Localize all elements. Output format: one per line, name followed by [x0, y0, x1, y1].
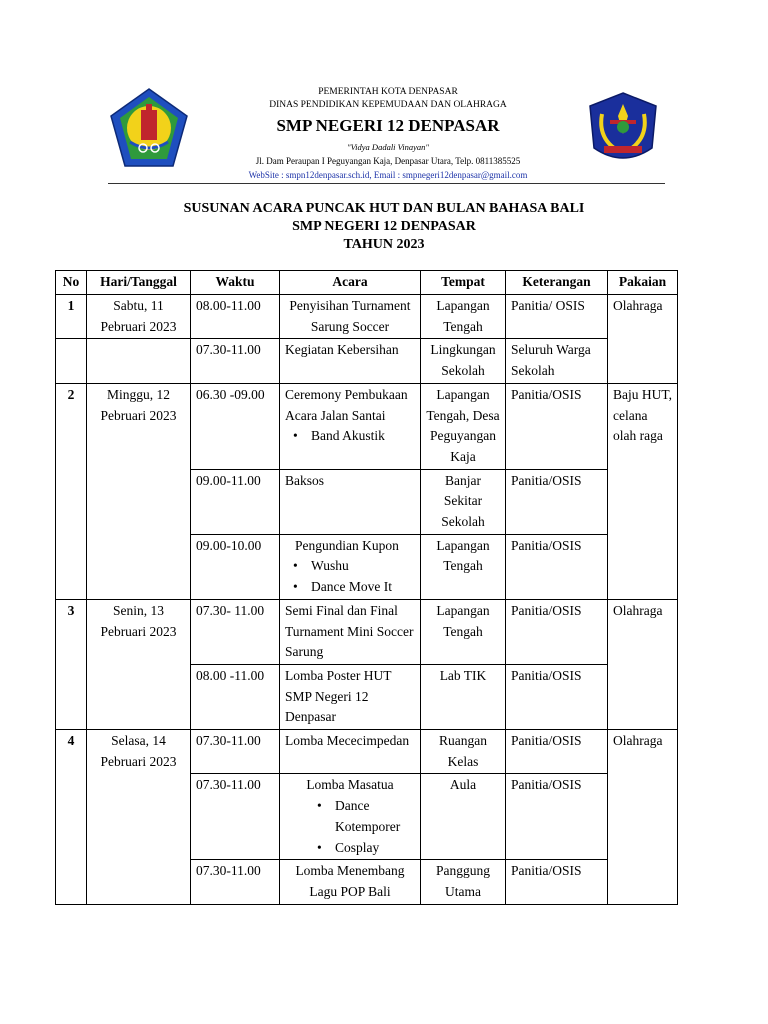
header-time: Waktu [191, 271, 280, 295]
school-address: Jl. Dam Peraupan I Peguyangan Kaja, Denpasar Utara, Telp. 0811385525 [255, 156, 521, 166]
event-time: 07.30-11.00 [191, 860, 280, 904]
header-note: Keterangan [506, 271, 608, 295]
event-place: Aula [421, 774, 506, 860]
event-note: Seluruh Warga Sekolah [506, 339, 608, 383]
event-name: Penyisihan Turnament Sarung Soccer [280, 295, 421, 339]
day-date: Senin, 13 Pebruari 2023 [87, 599, 191, 729]
department-name: DINAS PENDIDIKAN KEPEMUDAAN DAN OLAHRAGA [269, 100, 507, 110]
event-place: Banjar Sekitar Sekolah [421, 469, 506, 534]
day-attire: Olahraga [608, 599, 678, 729]
event-place: Lingkungan Sekolah [421, 339, 506, 383]
day-attire: Olahraga [608, 295, 678, 384]
event-items [285, 796, 415, 858]
event-time: 08.00 -11.00 [191, 664, 280, 729]
event-note: Panitia/OSIS [506, 534, 608, 599]
document-title [54, 200, 714, 254]
event-items [285, 556, 415, 597]
event-item: • Band Akustik [311, 426, 415, 447]
day-attire: Olahraga [608, 730, 678, 905]
header-attire: Pakaian [608, 271, 678, 295]
day-number: 2 [56, 383, 87, 599]
event-place: Lapangan Tengah [421, 295, 506, 339]
event-cell [280, 774, 421, 860]
header-day-date: Hari/Tanggal [87, 271, 191, 295]
school-logo [584, 90, 662, 168]
day-date: Minggu, 12 Pebruari 2023 [87, 383, 191, 599]
event-name: Ceremony Pembukaan Acara Jalan Santai [285, 386, 408, 423]
event-note: Panitia/OSIS [506, 774, 608, 860]
day-date: Selasa, 14 Pebruari 2023 [87, 730, 191, 905]
letterhead [100, 80, 670, 188]
event-place: Ruangan Kelas [421, 730, 506, 774]
day-attire: Baju HUT, celana olah raga [608, 383, 678, 599]
day-number-empty [56, 339, 87, 383]
header-place: Tempat [421, 271, 506, 295]
school-website-email: WebSite : smpn12denpasar.sch.id, Email : smpnegeri12denpasar@gmail.com [248, 170, 528, 180]
event-note: Panitia/OSIS [506, 664, 608, 729]
table-row [56, 383, 678, 469]
event-place: Lab TIK [421, 664, 506, 729]
event-time: 09.00-10.00 [191, 534, 280, 599]
event-note: Panitia/OSIS [506, 383, 608, 469]
event-note: Panitia/ OSIS [506, 295, 608, 339]
day-date-empty [87, 339, 191, 383]
event-name: Lomba Menembang Lagu POP Bali [280, 860, 421, 904]
day-date: Sabtu, 11 Pebruari 2023 [87, 295, 191, 339]
letterhead-text [200, 85, 576, 182]
day-number: 3 [56, 599, 87, 729]
title-line-1: SUSUNAN ACARA PUNCAK HUT DAN BULAN BAHASA BALI [183, 201, 585, 216]
event-time: 07.30- 11.00 [191, 599, 280, 664]
title-line-2: SMP NEGERI 12 DENPASAR [292, 219, 476, 234]
table-row [56, 599, 678, 664]
event-note: Panitia/OSIS [506, 469, 608, 534]
letterhead-divider [108, 183, 665, 184]
event-name: Semi Final dan Final Turnament Mini Soccer Sarung [280, 599, 421, 664]
event-place: Lapangan Tengah [421, 599, 506, 664]
event-place: Lapangan Tengah [421, 534, 506, 599]
school-name: SMP NEGERI 12 DENPASAR [276, 116, 500, 135]
event-name: Baksos [280, 469, 421, 534]
schedule-table [55, 270, 678, 905]
school-motto: "Vidya Dadali Vinayan" [347, 142, 429, 152]
title-line-3: TAHUN 2023 [343, 237, 425, 252]
event-note: Panitia/OSIS [506, 730, 608, 774]
government-name: PEMERINTAH KOTA DENPASAR [318, 87, 458, 97]
event-note: Panitia/OSIS [506, 599, 608, 664]
event-cell [280, 383, 421, 469]
event-name: Kegiatan Kebersihan [280, 339, 421, 383]
event-time: 08.00-11.00 [191, 295, 280, 339]
day-number: 1 [56, 295, 87, 339]
event-item: • Dance Kotemporer [335, 796, 415, 837]
event-name: Pengundian Kupon [295, 537, 399, 553]
event-name: Lomba Mececimpedan [280, 730, 421, 774]
event-name: Lomba Masatua [306, 777, 394, 793]
event-cell [280, 534, 421, 599]
event-time: 07.30-11.00 [191, 774, 280, 860]
event-item: • Wushu [311, 556, 415, 577]
event-place: Panggung Utama [421, 860, 506, 904]
event-items [285, 426, 415, 447]
event-time: 07.30-11.00 [191, 730, 280, 774]
event-time: 06.30 -09.00 [191, 383, 280, 469]
event-name: Lomba Poster HUT SMP Negeri 12 Denpasar [280, 664, 421, 729]
event-time: 07.30-11.00 [191, 339, 280, 383]
day-number: 4 [56, 730, 87, 905]
table-row [56, 730, 678, 774]
event-note: Panitia/OSIS [506, 860, 608, 904]
denpasar-city-logo [108, 86, 190, 170]
event-item: • Cosplay [335, 838, 415, 859]
event-item: • Dance Move It [311, 577, 415, 598]
event-place: Lapangan Tengah, Desa Peguyangan Kaja [421, 383, 506, 469]
table-row [56, 295, 678, 339]
table-row [56, 339, 678, 383]
header-event: Acara [280, 271, 421, 295]
header-no: No [56, 271, 87, 295]
table-header-row [56, 271, 678, 295]
event-time: 09.00-11.00 [191, 469, 280, 534]
